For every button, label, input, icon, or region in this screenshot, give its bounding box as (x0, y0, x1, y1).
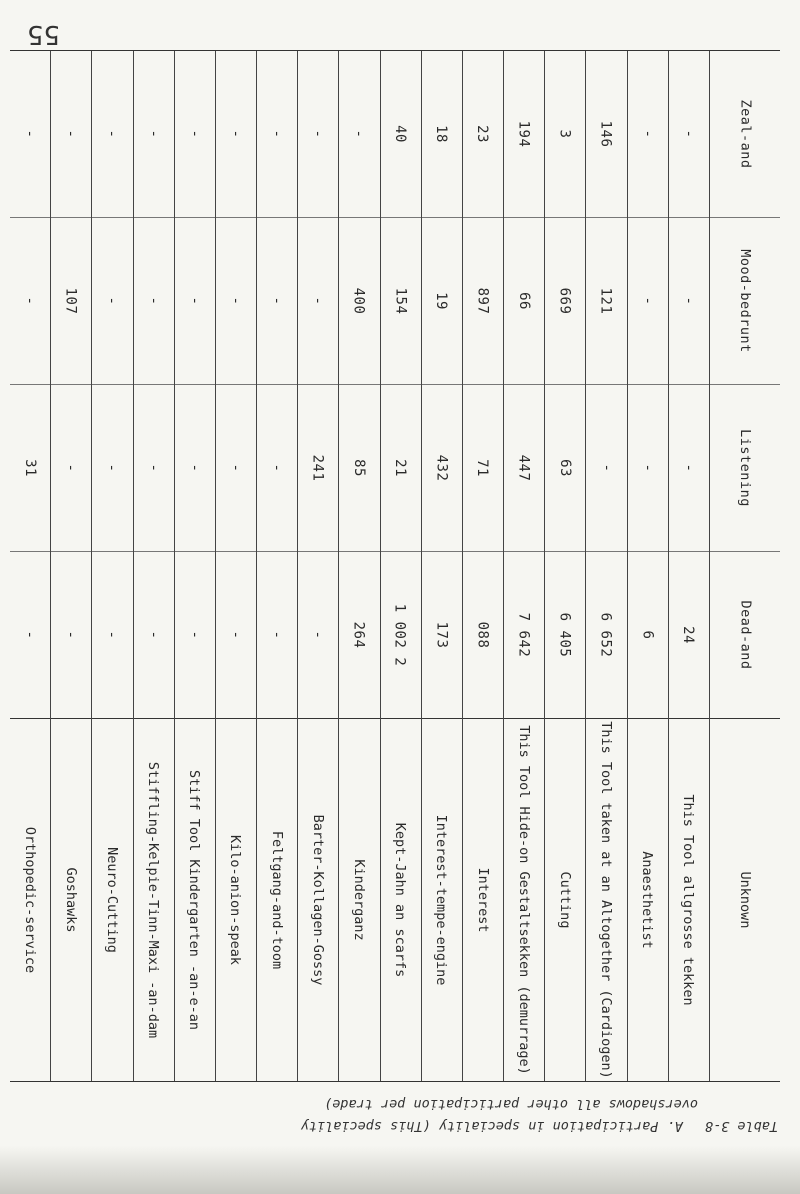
table-cell-value: - (21, 297, 38, 306)
table-cell-value: - (145, 464, 162, 473)
table-cell-value: - (103, 464, 120, 473)
table-cell-value: 088 (474, 622, 491, 649)
table-cell (503, 51, 545, 218)
column-header-label: Neuro-Cutting (103, 847, 120, 953)
column-header-label: Barter-Kollagen-Gossy (309, 814, 326, 986)
table-row (10, 551, 780, 719)
column-header (297, 719, 339, 1081)
table-cell-value: 31 (21, 459, 38, 478)
table-cell-value: - (227, 464, 244, 473)
table-cell-value: - (680, 464, 697, 473)
column-header (380, 719, 422, 1081)
column-header-label: Cutting (556, 871, 573, 929)
column-header (462, 719, 504, 1081)
table-cell (627, 552, 669, 719)
table-cell-value: 447 (515, 455, 532, 482)
table-cell-value: 85 (351, 459, 368, 478)
table-cell (297, 552, 339, 719)
page-number: 55 (26, 19, 60, 49)
table-cell (585, 51, 627, 218)
table-cell-value: 400 (351, 288, 368, 315)
table-cell-value: 897 (474, 288, 491, 315)
table-row (10, 384, 780, 552)
table-cell-value: 21 (392, 459, 409, 478)
table-cell-value: 121 (598, 288, 615, 315)
table-cell (9, 385, 51, 552)
table-cell (585, 385, 627, 552)
table-cell (585, 552, 627, 719)
table-cell-value: - (103, 130, 120, 139)
table-cell (503, 218, 545, 385)
caption-text: A. Participation in speciality (This speciality (300, 1118, 683, 1134)
table-cell (380, 218, 422, 385)
column-header-label: Kilo-anion-speak (227, 834, 244, 966)
table-cell-value: 669 (556, 288, 573, 315)
table-cell-value: - (145, 130, 162, 139)
table-cell (297, 51, 339, 218)
table-cell (215, 552, 257, 719)
column-header-label: This Tool taken at an Altogether (Cardiogen) (598, 721, 615, 1079)
table-cell-value: - (680, 130, 697, 139)
table-cell-value: 194 (515, 121, 532, 148)
table-cell (50, 218, 92, 385)
table-cell (380, 552, 422, 719)
table-cell-value: - (186, 130, 203, 139)
table-cell (668, 385, 710, 552)
table-cell (503, 552, 545, 719)
table-cell-value: - (639, 297, 656, 306)
table-cell-value: - (62, 464, 79, 473)
row-label-text: Zeal-and (737, 99, 753, 170)
table-cell-value: 23 (474, 125, 491, 144)
table-cell (256, 385, 298, 552)
data-table (10, 51, 780, 1082)
table-cell (91, 51, 133, 218)
table-cell (421, 385, 463, 552)
table-cell-value: - (186, 464, 203, 473)
column-header (50, 719, 92, 1081)
table-cell-value: - (62, 631, 79, 640)
table-cell-value: 63 (556, 459, 573, 478)
table-cell-value: 1 002 2 (392, 604, 409, 667)
table-cell-value: 7 642 (515, 613, 532, 658)
table-cell (462, 218, 504, 385)
table-cell (9, 218, 51, 385)
table-cell-value: - (145, 631, 162, 640)
column-header-label: This Tool allgrosse tekken (680, 794, 697, 1006)
table-cell (462, 51, 504, 218)
table-cell (585, 218, 627, 385)
table-cell (174, 218, 216, 385)
column-header (544, 719, 586, 1081)
table-cell-value: 24 (680, 626, 697, 645)
table-cell-value: - (186, 631, 203, 640)
column-header-label: Anaesthetist (639, 851, 656, 949)
table-cell (668, 51, 710, 218)
column-header (627, 719, 669, 1081)
row-label-text: Listening (737, 429, 753, 508)
table-cell (627, 218, 669, 385)
column-header-label: Interest (474, 867, 491, 933)
table-cell (133, 385, 175, 552)
table-cell-value: - (103, 297, 120, 306)
header-corner (710, 719, 780, 1081)
table-cell-value: - (309, 297, 326, 306)
table-cell-value: 71 (474, 459, 491, 478)
table-cell (91, 385, 133, 552)
table-cell-value: - (268, 464, 285, 473)
table-cell-value: 3 (556, 130, 573, 139)
table-cell (462, 552, 504, 719)
table-cell (91, 552, 133, 719)
row-label-text: Dead-and (737, 600, 753, 671)
table-cell (50, 552, 92, 719)
table-cell-value: 18 (433, 125, 450, 144)
column-header (133, 719, 175, 1081)
table-title: Table 3-8 (704, 1118, 778, 1134)
table-cell-value: 107 (62, 288, 79, 315)
column-header (338, 719, 380, 1081)
table-cell-value: 264 (351, 622, 368, 649)
row-label (710, 385, 780, 552)
table-cell-value: 146 (598, 121, 615, 148)
table-cell (50, 385, 92, 552)
column-header (91, 719, 133, 1081)
column-header-label: Goshawks (62, 867, 79, 933)
column-header-label: Orthopedic-service (21, 826, 38, 974)
table-cell-value: 154 (392, 288, 409, 315)
table-cell (9, 51, 51, 218)
table-cell-value: - (227, 130, 244, 139)
table-cell-value: 241 (309, 455, 326, 482)
table-cell-value: 6 (639, 631, 656, 640)
column-header (9, 719, 51, 1081)
header-corner-label: Unknown (737, 871, 753, 929)
table-cell-value: 6 405 (556, 613, 573, 658)
table-cell-value: 432 (433, 455, 450, 482)
table-header-row (10, 718, 780, 1081)
table-cell-value: - (268, 130, 285, 139)
table-cell-value: - (268, 297, 285, 306)
table-cell (462, 385, 504, 552)
table-cell (544, 385, 586, 552)
column-header-label: This Tool Hide-on Gestaltsekken (demurrage) (515, 725, 532, 1075)
table-cell-value: - (639, 464, 656, 473)
column-header (215, 719, 257, 1081)
table-cell-value: - (598, 464, 615, 473)
table-cell-value: - (227, 297, 244, 306)
table-cell-value: - (21, 631, 38, 640)
table-cell-value: 173 (433, 622, 450, 649)
scan-shadow (0, 1146, 800, 1194)
table-cell-value: 6 652 (598, 613, 615, 658)
table-cell (503, 385, 545, 552)
table-cell-value: - (62, 130, 79, 139)
table-cell (380, 385, 422, 552)
table-cell (421, 218, 463, 385)
table-cell (215, 385, 257, 552)
table-cell-value: 40 (392, 125, 409, 144)
column-header-label: Kinderganz (351, 859, 368, 941)
row-label-text: Mood-bedrunt (736, 249, 753, 354)
table-cell-value: - (268, 631, 285, 640)
table-row (10, 50, 780, 218)
column-header (174, 719, 216, 1081)
table-cell-value: - (351, 130, 368, 139)
table-cell (215, 51, 257, 218)
table-row (10, 217, 780, 385)
table-cell (133, 51, 175, 218)
column-header (421, 719, 463, 1081)
table-cell (133, 552, 175, 719)
table-cell (297, 385, 339, 552)
table-cell (338, 51, 380, 218)
table-cell (256, 552, 298, 719)
caption-text-2: overshadows all other participation per trade) (324, 1096, 698, 1112)
row-label (710, 552, 780, 719)
table-cell (297, 218, 339, 385)
column-header-label: Interest-tempe-engine (433, 814, 450, 986)
column-header (585, 719, 627, 1081)
table-cell-value: - (145, 297, 162, 306)
table-cell (133, 218, 175, 385)
column-header-label: Kept-Jahn an scarfs (392, 822, 409, 978)
table-cell (627, 385, 669, 552)
table-cell-value: - (309, 631, 326, 640)
table-cell-value: - (227, 631, 244, 640)
column-header-label: Stiff Tool Kindergarten -an-e-an (186, 769, 203, 1031)
table-caption (18, 1096, 778, 1134)
table-cell (544, 552, 586, 719)
column-header (503, 719, 545, 1081)
table-cell (627, 51, 669, 218)
table-cell (421, 51, 463, 218)
column-header-label: Stiffling-Kelpie-Tinn-Maxi -an-dam (145, 761, 162, 1039)
table-cell (421, 552, 463, 719)
table-cell (380, 51, 422, 218)
table-cell (174, 385, 216, 552)
table-cell (9, 552, 51, 719)
table-cell (544, 218, 586, 385)
column-header-label: Feltgang-and-toom (268, 830, 285, 970)
table-cell (338, 385, 380, 552)
table-cell-value: 66 (515, 292, 532, 311)
column-header (668, 719, 710, 1081)
table-cell (256, 51, 298, 218)
table-cell (174, 552, 216, 719)
table-cell-value: - (103, 631, 120, 640)
table-cell (544, 51, 586, 218)
table-cell-value: - (186, 297, 203, 306)
table-cell (174, 51, 216, 218)
table-cell (668, 218, 710, 385)
column-header (256, 719, 298, 1081)
table-cell-value: 19 (433, 292, 450, 311)
table-cell-value: - (21, 130, 38, 139)
table-cell (668, 552, 710, 719)
table-cell-value: - (639, 130, 656, 139)
table-cell-value: - (680, 297, 697, 306)
table-cell-value: - (309, 130, 326, 139)
table-cell (215, 218, 257, 385)
table-cell (338, 552, 380, 719)
table-cell (256, 218, 298, 385)
row-label (710, 51, 780, 218)
row-label (710, 218, 780, 385)
table-cell (338, 218, 380, 385)
table-cell (91, 218, 133, 385)
table-cell (50, 51, 92, 218)
